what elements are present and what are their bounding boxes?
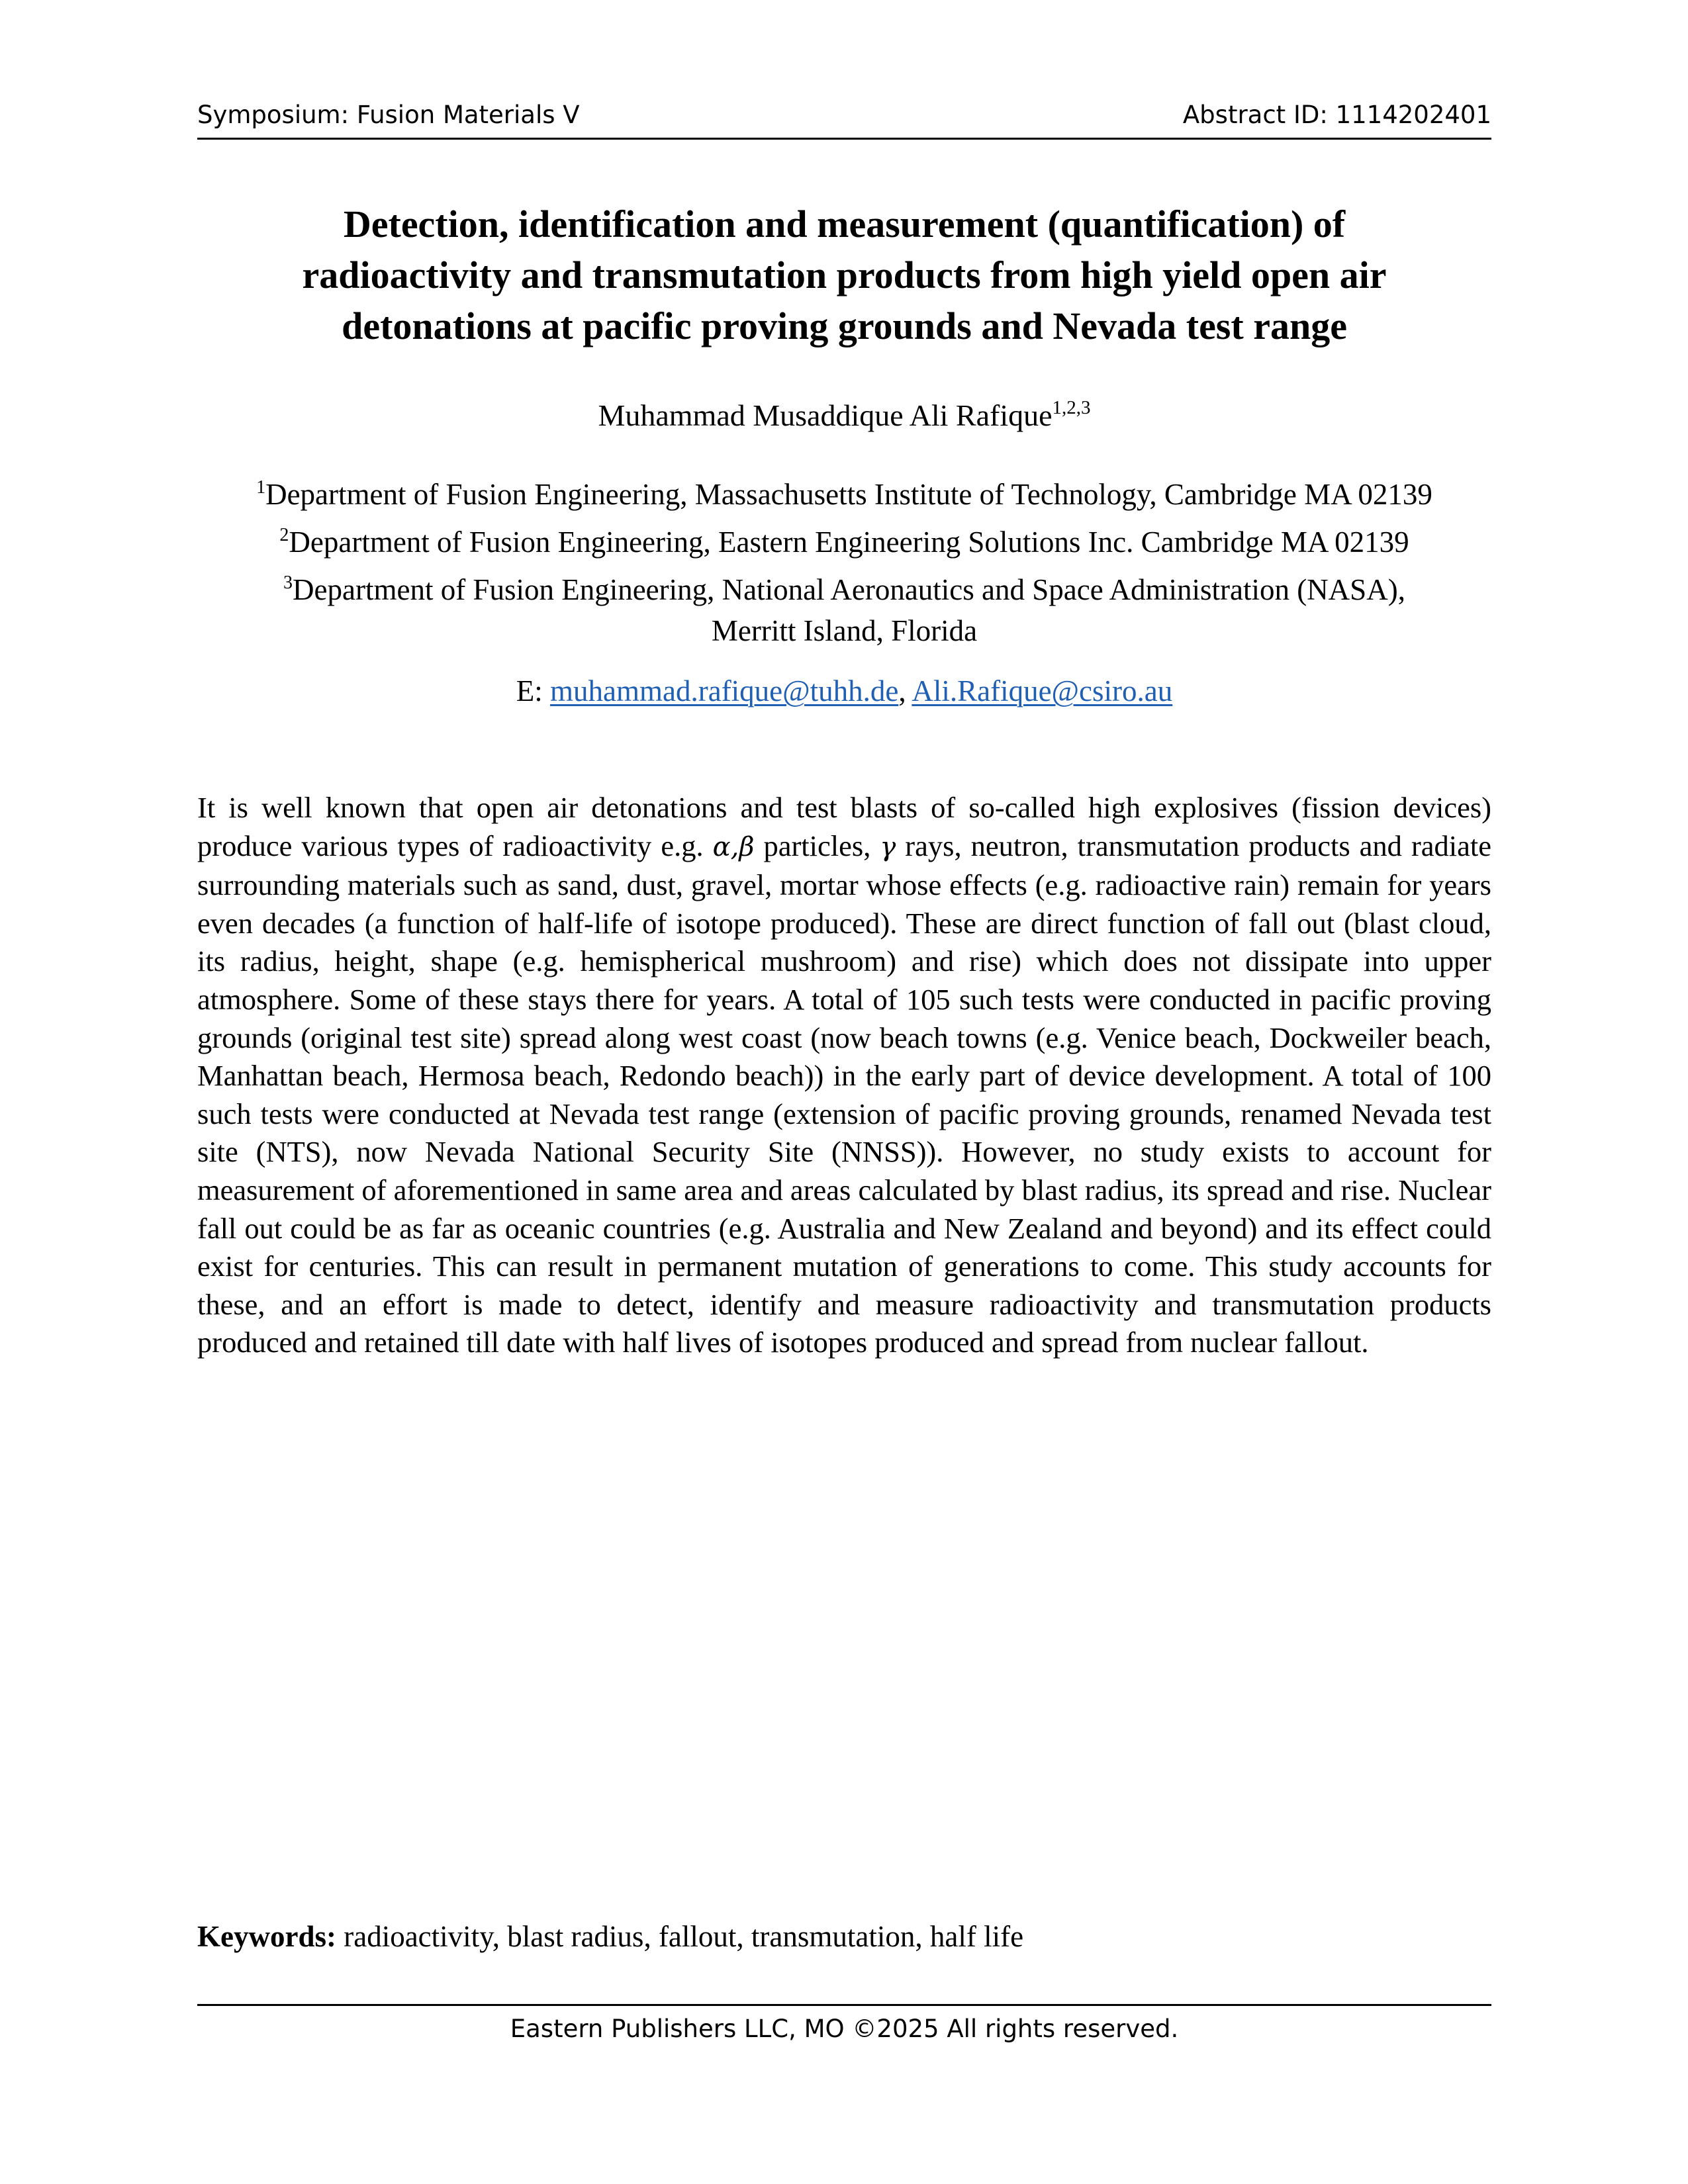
affiliations	[197, 467, 1491, 651]
email-separator: ,	[898, 674, 912, 707]
symposium-name: Symposium: Fusion Materials V	[197, 101, 580, 129]
title-line: Detection, identification and measurement (quantification) of	[343, 203, 1346, 246]
beta-symbol: β	[739, 831, 755, 862]
author-name: Muhammad Musaddique Ali Rafique	[598, 398, 1053, 432]
abstract-body: It is well known that open air detonations and test blasts of so-called high explosives (fission devices) produce various types of radioactivity e.g. α,β particles, γ rays, neutron, transmutation products and radiate surrounding materials such as sand, dust, gravel, mortar whose effects (e.g. radioactive rain) remain for years even decades (a function of half-life of isotope produced). These are direct function of fall out (blast cloud, its radius, height, shape (e.g. hemispherical mushroom) and rise) which does not dissipate into upper atmosphere. Some of these stays there for years. A total of 105 such tests were conducted in pacific proving grounds (original test site) spread along west coast (now beach towns (e.g. Venice beach, Dockweiler beach, Manhattan beach, Hermosa beach, Redondo beach)) in the early part of device development. A total of 100 such tests were conducted at Nevada test range (extension of pacific proving grounds, renamed Nevada test site (NTS), now Nevada National Security Site (NNSS)). However, no study exists to account for measurement of aforementioned in same area and areas calculated by blast radius, its spread and rise. Nuclear fall out could be as far as oceanic countries (e.g. Australia and New Zealand and beyond) and its effect could exist for centuries. This can result in permanent mutation of generations to come. This study accounts for these, and an effort is made to detect, identify and measure radioactivity and transmutation products produced and retained till date with half lives of isotopes produced and spread from nuclear fallout.	[197, 791, 1491, 1359]
title-line: detonations at pacific proving grounds and Nevada test range	[342, 304, 1347, 347]
email-link-tuhh[interactable]: muhammad.rafique@tuhh.de	[550, 674, 899, 707]
title-line: radioactivity and transmutation products from high yield open air	[302, 253, 1387, 296]
alpha-symbol: α	[712, 831, 731, 862]
header-rule	[197, 138, 1491, 140]
email-link-csiro[interactable]: Ali.Rafique@csiro.au	[912, 674, 1173, 707]
affiliation-1: $^1$Department of Fusion Engineering, Massachusetts Institute of Technology, Cambridge MA 02139	[256, 477, 1432, 511]
keywords-label: Keywords:	[197, 1920, 336, 1953]
email-label: E:	[516, 674, 551, 707]
keywords-list: radioactivity, blast radius, fallout, transmutation, half life	[336, 1920, 1024, 1953]
author-affil-marks: 1,2,3	[1052, 397, 1091, 418]
affiliation-3-continued: Merritt Island, Florida	[711, 614, 978, 647]
paper-title	[197, 199, 1491, 351]
keywords-line	[197, 1919, 1491, 1954]
abstract-id: Abstract ID: 1114202401	[1182, 101, 1491, 129]
copyright-footer: Eastern Publishers LLC, MO ©2025 All rights reserved.	[510, 2015, 1179, 2043]
gamma-symbol: γ	[880, 831, 896, 862]
author-line	[197, 397, 1491, 433]
running-header	[197, 101, 1491, 140]
affiliation-2: $^2$Department of Fusion Engineering, Eastern Engineering Solutions Inc. Cambridge MA 02139	[279, 525, 1409, 559]
footer-rule	[197, 2004, 1491, 2006]
affiliation-3: $^3$Department of Fusion Engineering, National Aeronautics and Space Administration (NASA),	[283, 572, 1405, 606]
email-line	[197, 674, 1491, 708]
